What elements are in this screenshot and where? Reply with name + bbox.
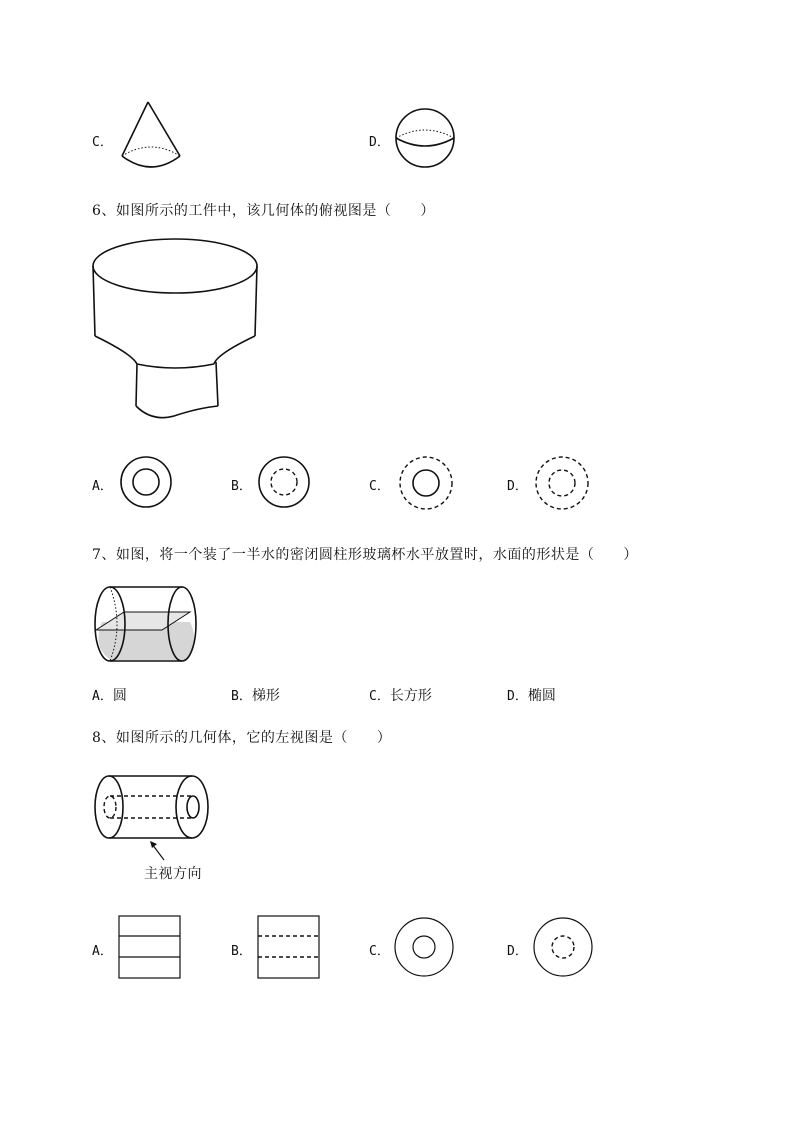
q6-option-d-figure[interactable]: [535, 456, 589, 510]
q8-option-b-figure[interactable]: [257, 915, 321, 979]
q6-option-a-figure[interactable]: [120, 456, 172, 508]
q7-option-a-letter: A．: [92, 689, 113, 704]
hollow-cylinder-figure: [94, 774, 212, 844]
q8-option-a-figure[interactable]: [118, 915, 182, 979]
q7-option-b-letter: B．: [231, 689, 252, 704]
q7-option-a-text: 圆: [112, 688, 127, 704]
q8-title: 8、如图所示的几何体，它的左视图是（ ）: [92, 730, 392, 746]
horizontal-cylinder-figure: [94, 586, 198, 664]
q7-option-d[interactable]: [507, 685, 556, 705]
q6-option-a-letter[interactable]: A．: [92, 479, 113, 494]
q6-option-c-figure[interactable]: [399, 456, 453, 510]
q6-option-d-letter[interactable]: D．: [507, 479, 528, 494]
q7-option-d-letter: D．: [507, 689, 528, 704]
q8-option-c-figure[interactable]: [394, 917, 456, 979]
view-direction-arrow: [148, 840, 168, 862]
cone-figure: [118, 100, 184, 176]
q7-option-c[interactable]: [369, 685, 432, 705]
q8-option-a-letter[interactable]: A．: [92, 944, 113, 959]
q6-title: 6、如图所示的工件中，该几何体的俯视图是（ ）: [92, 203, 435, 219]
q7-option-b[interactable]: [231, 685, 280, 705]
workpiece-figure: [92, 236, 262, 426]
q5-option-c-letter: C．: [92, 135, 113, 150]
q6-option-b-figure[interactable]: [258, 456, 310, 508]
q7-title: 7、如图，将一个装了一半水的密闭圆柱形玻璃杯水平放置时，水面的形状是（ ）: [92, 547, 638, 563]
q7-option-a[interactable]: [92, 685, 127, 705]
q6-option-c-letter[interactable]: C．: [369, 479, 390, 494]
q8-option-d-letter[interactable]: D．: [507, 944, 528, 959]
sphere-figure: [395, 107, 455, 169]
q5-option-d-letter: D．: [369, 135, 390, 150]
q8-option-b-letter[interactable]: B．: [231, 944, 252, 959]
q6-option-b-letter[interactable]: B．: [231, 479, 252, 494]
q7-option-b-text: 梯形: [251, 688, 280, 704]
q8-option-d-figure[interactable]: [533, 917, 595, 979]
q7-option-c-letter: C．: [369, 689, 390, 704]
view-direction-caption: 主视方向: [144, 866, 202, 882]
q8-option-c-letter[interactable]: C．: [369, 944, 390, 959]
q7-option-d-text: 椭圆: [527, 688, 556, 704]
q7-option-c-text: 长方形: [389, 688, 432, 704]
